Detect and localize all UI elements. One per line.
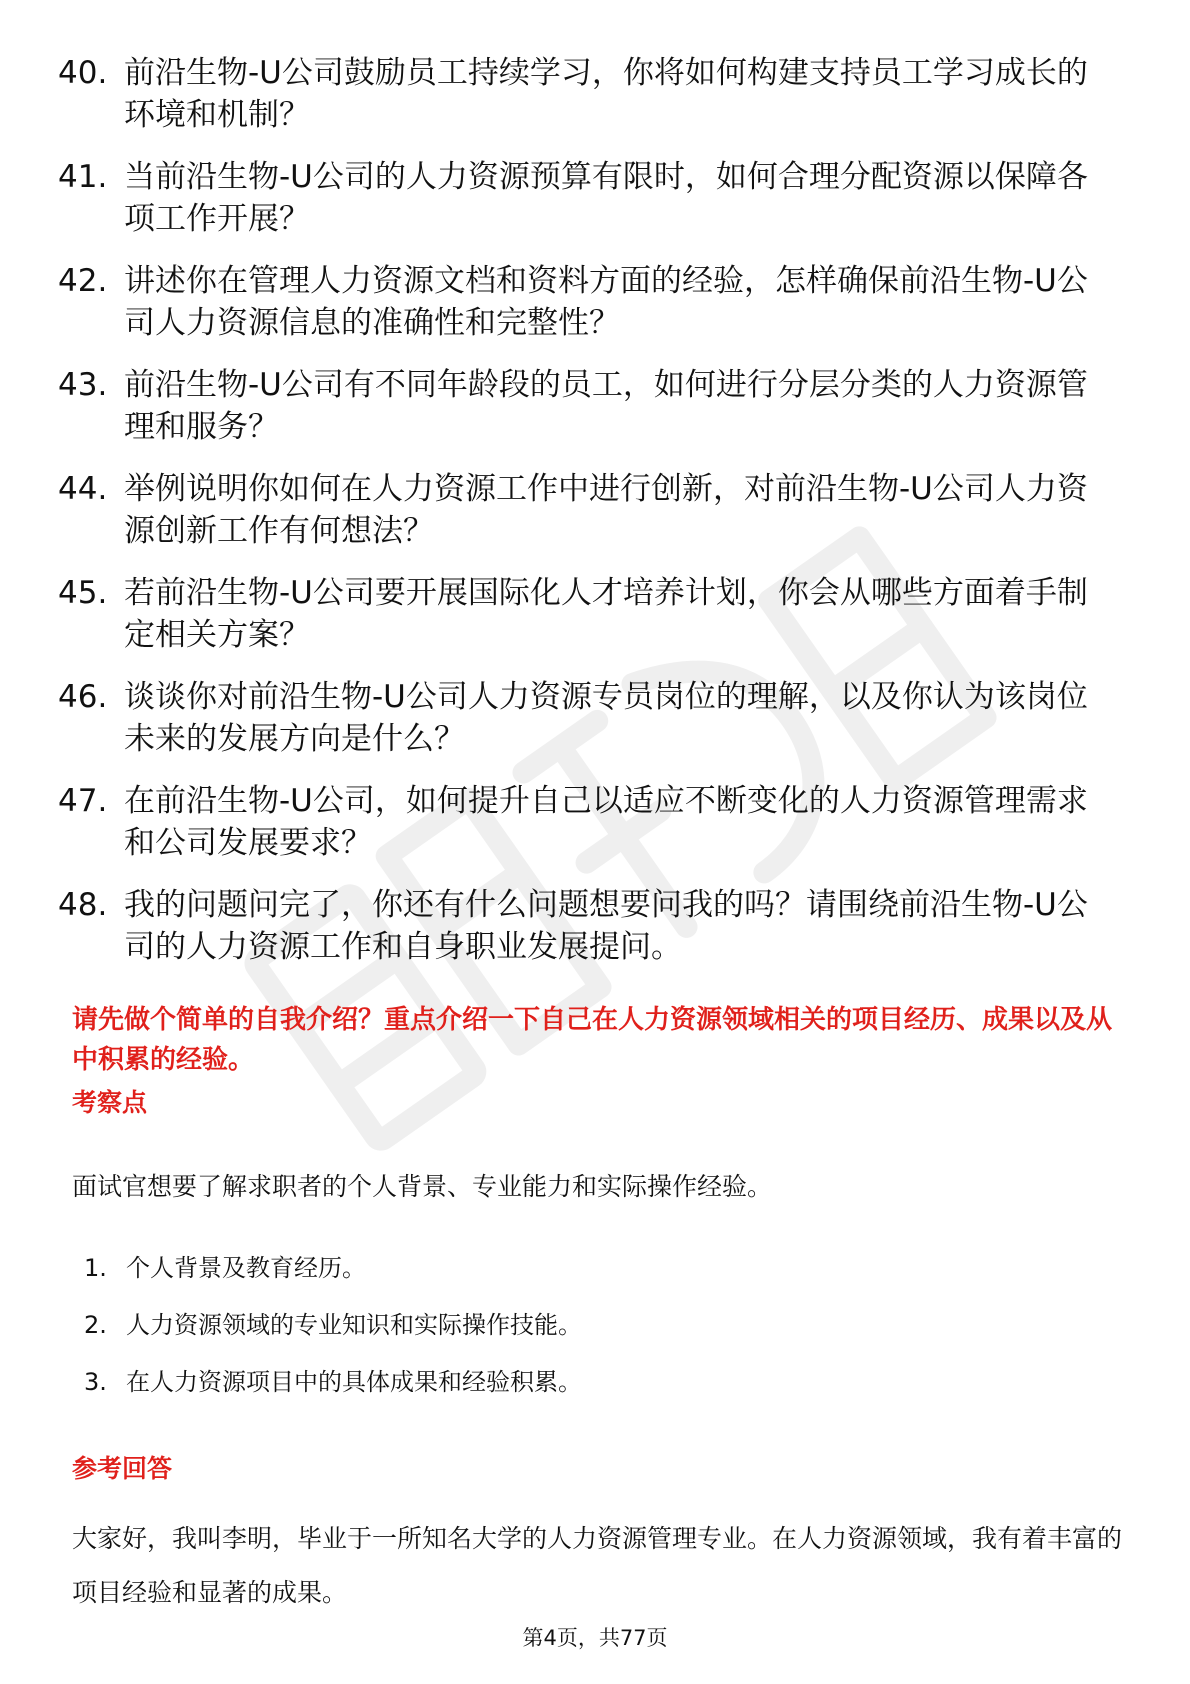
- question-item: [58, 884, 1118, 968]
- question-number: 45.: [58, 575, 108, 611]
- focus-point-number: 2.: [84, 1311, 107, 1339]
- question-item: [58, 156, 1118, 240]
- page-number-footer: 第4页，共77页: [522, 1626, 668, 1650]
- question-text: 在前沿生物-U公司，如何提升自己以适应不断变化的人力资源管理需求和公司发展要求？: [124, 783, 1088, 861]
- focus-point-text: 在人力资源项目中的具体成果和经验积累。: [126, 1368, 582, 1396]
- focus-point-item: [84, 1309, 582, 1341]
- focus-point-text: 人力资源领域的专业知识和实际操作技能。: [126, 1311, 582, 1339]
- question-item: [58, 364, 1118, 448]
- answer-section-title: 参考回答: [72, 1454, 173, 1483]
- question-text: 我的问题问完了，你还有什么问题想要问我的吗？请围绕前沿生物-U公司的人力资源工作和自身职业发展提问。: [124, 887, 1088, 965]
- question-item: [58, 260, 1118, 344]
- question-item: [58, 572, 1118, 656]
- question-number: 48.: [58, 887, 108, 923]
- focus-points-list: [84, 1252, 582, 1423]
- focus-point-item: [84, 1252, 582, 1284]
- question-list: [58, 52, 1118, 988]
- highlighted-question: 请先做个简单的自我介绍？重点介绍一下自己在人力资源领域相关的项目经历、成果以及从中积累的经验。: [72, 1005, 1113, 1075]
- question-item: [58, 676, 1118, 760]
- question-number: 46.: [58, 679, 108, 715]
- question-item: [58, 780, 1118, 864]
- focus-point-item: [84, 1366, 582, 1398]
- question-number: 42.: [58, 263, 108, 299]
- question-number: 44.: [58, 471, 108, 507]
- focus-section-title: 考察点: [72, 1088, 148, 1117]
- question-item: [58, 468, 1118, 552]
- question-text: 举例说明你如何在人力资源工作中进行创新，对前沿生物-U公司人力资源创新工作有何想法？: [124, 471, 1088, 549]
- focus-point-number: 1.: [84, 1254, 107, 1282]
- question-text: 前沿生物-U公司鼓励员工持续学习，你将如何构建支持员工学习成长的环境和机制？: [124, 55, 1088, 133]
- question-number: 47.: [58, 783, 108, 819]
- focus-intro-text: 面试官想要了解求职者的个人背景、专业能力和实际操作经验。: [72, 1172, 773, 1201]
- question-text: 谈谈你对前沿生物-U公司人力资源专员岗位的理解，以及你认为该岗位未来的发展方向是什么？: [124, 679, 1088, 757]
- question-text: 当前沿生物-U公司的人力资源预算有限时，如何合理分配资源以保障各项工作开展？: [124, 159, 1088, 237]
- answer-text: 大家好，我叫李明，毕业于一所知名大学的人力资源管理专业。在人力资源领域，我有着丰富的项目经验和显著的成果。: [72, 1524, 1123, 1607]
- question-text: 前沿生物-U公司有不同年龄段的员工，如何进行分层分类的人力资源管理和服务？: [124, 367, 1088, 445]
- question-item: [58, 52, 1118, 136]
- question-text: 讲述你在管理人力资源文档和资料方面的经验，怎样确保前沿生物-U公司人力资源信息的准确性和完整性？: [124, 263, 1088, 341]
- question-text: 若前沿生物-U公司要开展国际化人才培养计划，你会从哪些方面着手制定相关方案？: [124, 575, 1088, 653]
- question-number: 40.: [58, 55, 108, 91]
- question-number: 41.: [58, 159, 108, 195]
- focus-point-text: 个人背景及教育经历。: [126, 1254, 366, 1282]
- focus-point-number: 3.: [84, 1368, 107, 1396]
- question-number: 43.: [58, 367, 108, 403]
